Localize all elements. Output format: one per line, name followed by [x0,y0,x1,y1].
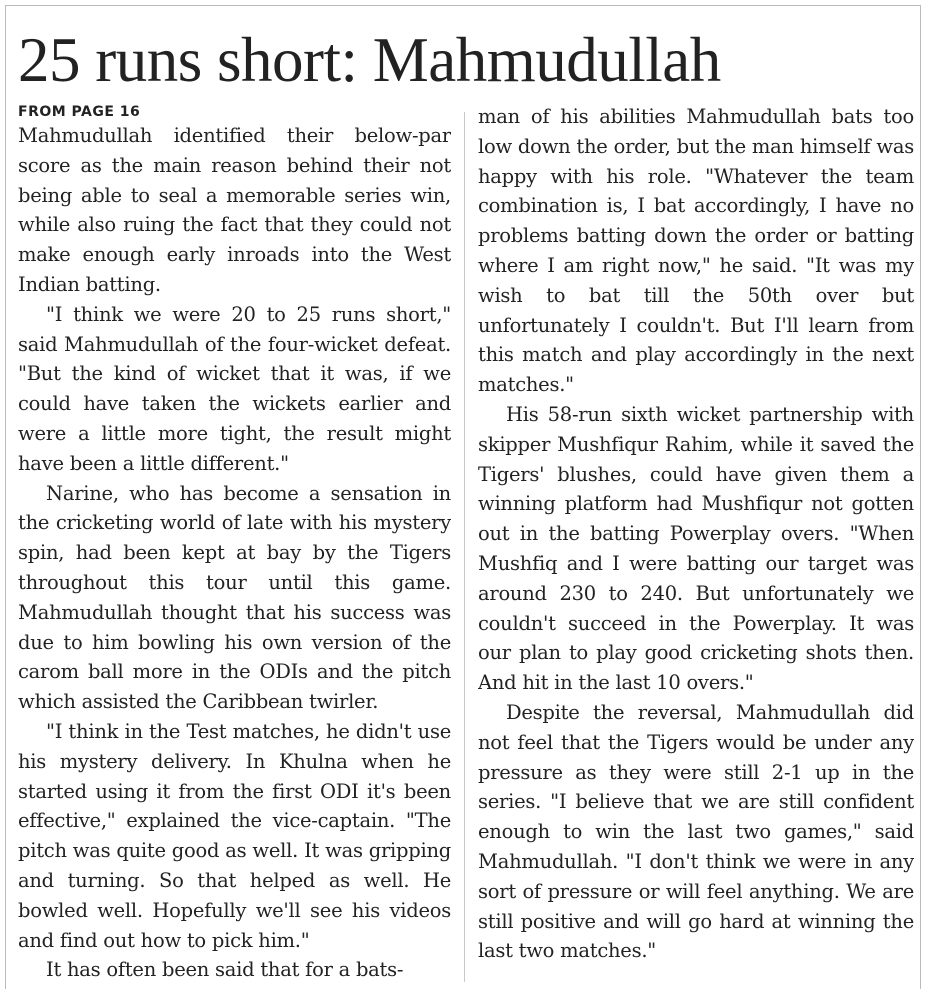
paragraph: "I think we were 20 to 25 runs short," said Mahmudullah of the four-wicket defeat. "But the kind of wicket that it was, if we could have taken the wickets earlier and were a little more tight, the result might have been a little different." [18,302,451,475]
paragraph: Mahmudullah identified their below-par score as the main reason behind their not being able to seal a memorable series win, while also ruing the fact that they could not make enough early inroads into the West Indian batting. [18,124,451,296]
paragraph: Narine, who has become a sensation in the cricketing world of late with his mystery spin, had been kept at bay by the Tigers throughout this tour until this game. Mahmudullah thought that his success was due to him bowling his own version of the carom ball more in the ODIs and the pitch which assisted the Caribbean twirler. [18,481,451,714]
paragraph: Despite the reversal, Mahmudullah did not feel that the Tigers would be under any pressure as they were still 2-1 up in the series. "I believe that we are still confident enough to win the last two games," said Mahmudullah. "I don't think we were in any sort of pressure or will feel anything. We are still positive and will go hard at winning the last two matches." [478,700,914,963]
column-divider [464,112,465,982]
paragraph: It has often been said that for a bats- [46,958,404,982]
article-column-right [478,102,914,992]
headline: 25 runs short: Mahmudullah [18,25,721,95]
paragraph: man of his abilities Mahmudullah bats too low down the order, but the man himself was happy with his role. "Whatever the team combination is, I bat accordingly, I have no problems batting down the order or batting where I am right now," he said. "It was my wish to bat till the 50th over but unfortunately I couldn't. But I'll learn from this match and play accordingly in the next matches." [478,105,914,397]
paragraph: "I think in the Test matches, he didn't use his mystery delivery. In Khulna when he started using it from the first ODI it's been effective," explained the vice-captain. "The pitch was quite good as well. It was gripping and turning. So that helped as well. He bowled well. Hopefully we'll see his videos and find out how to pick him." [18,719,451,952]
continued-from-label: FROM PAGE 16 [18,104,141,120]
article-column-left [18,121,451,991]
paragraph: His 58-run sixth wicket partnership with skipper Mushfiqur Rahim, while it saved the Tigers' blushes, could have given them a winning platform had Mushfiqur not gotten out in the batting Powerplay overs. "When Mushfiq and I were batting our target was around 230 to 240. But unfortunately we couldn't succeed in the Powerplay. It was our plan to play good cricketing shots then. And hit in the last 10 overs." [478,402,914,695]
